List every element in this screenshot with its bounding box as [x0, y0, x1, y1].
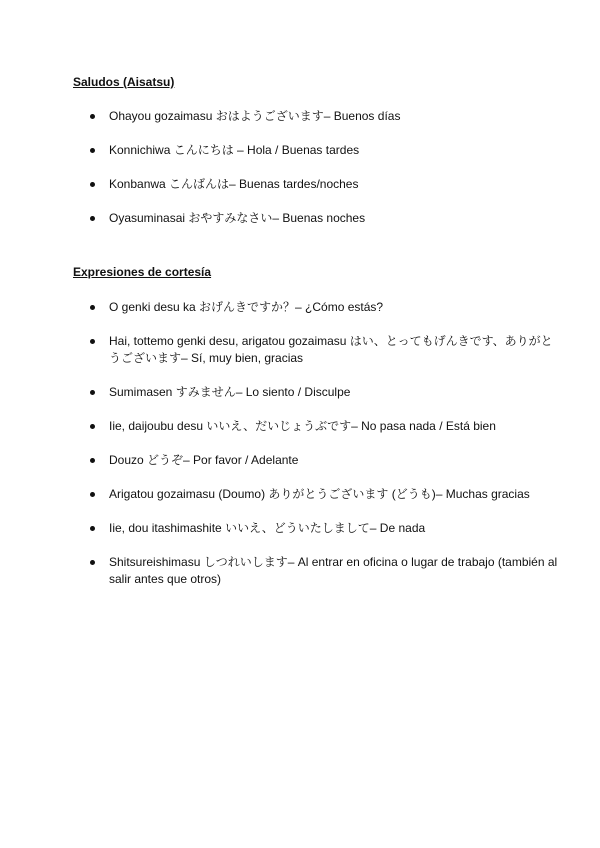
list-item-text: Sumimasen すみません– Lo siento / Disculpe — [109, 385, 351, 399]
bullet-icon — [90, 526, 95, 531]
bullet-icon — [90, 216, 95, 221]
list-item-text: O genki desu ka おげんきですか？– ¿Cómo estás? — [109, 300, 384, 314]
list-item — [90, 176, 560, 193]
list-item — [90, 486, 560, 503]
bullet-icon — [90, 492, 95, 497]
bullet-icon — [90, 339, 95, 344]
list-item-text: Konnichiwa こんにちは – Hola / Buenas tardes — [109, 143, 360, 157]
list-item — [90, 384, 560, 401]
list-item-text: Shitsureishimasu しつれいします– Al entrar en oficina o lugar de trabajo (también al salir antes que otros) — [109, 555, 558, 586]
list-item-text: Iie, daijoubu desu いいえ、だいじょうぶです– No pasa nada / Está bien — [109, 419, 496, 433]
list-item — [90, 142, 560, 159]
list-item-text: Oyasuminasai おやすみなさい– Buenas noches — [109, 211, 366, 225]
list-item — [90, 554, 560, 588]
list-item-text: Iie, dou itashimashite いいえ、どういたしまして– De nada — [109, 521, 426, 535]
bullet-icon — [90, 424, 95, 429]
list-item-text: Konbanwa こんばんは– Buenas tardes/noches — [109, 177, 359, 191]
cortesia-list — [90, 299, 560, 605]
list-item — [90, 299, 560, 316]
bullet-icon — [90, 560, 95, 565]
list-item — [90, 418, 560, 435]
section-heading-cortesia: Expresiones de cortesía — [73, 265, 212, 279]
bullet-icon — [90, 390, 95, 395]
bullet-icon — [90, 148, 95, 153]
bullet-icon — [90, 458, 95, 463]
list-item — [90, 210, 560, 227]
list-item — [90, 452, 560, 469]
list-item — [90, 108, 560, 125]
list-item-text: Ohayou gozaimasu おはようございます– Buenos días — [109, 109, 401, 123]
bullet-icon — [90, 182, 95, 187]
list-item-text: Hai, tottemo genki desu, arigatou gozaimasu はい、とってもげんきです、ありがとうございます– Sí, muy bien, gracias — [109, 334, 553, 365]
bullet-icon — [90, 114, 95, 119]
list-item — [90, 333, 560, 367]
list-item — [90, 520, 560, 537]
list-item-text: Arigatou gozaimasu (Doumo) ありがとうございます (どうも)– Muchas gracias — [109, 487, 530, 501]
list-item-text: Douzo どうぞ– Por favor / Adelante — [109, 453, 299, 467]
saludos-list — [90, 108, 560, 244]
bullet-icon — [90, 305, 95, 310]
section-heading-saludos: Saludos (Aisatsu) — [73, 75, 175, 89]
